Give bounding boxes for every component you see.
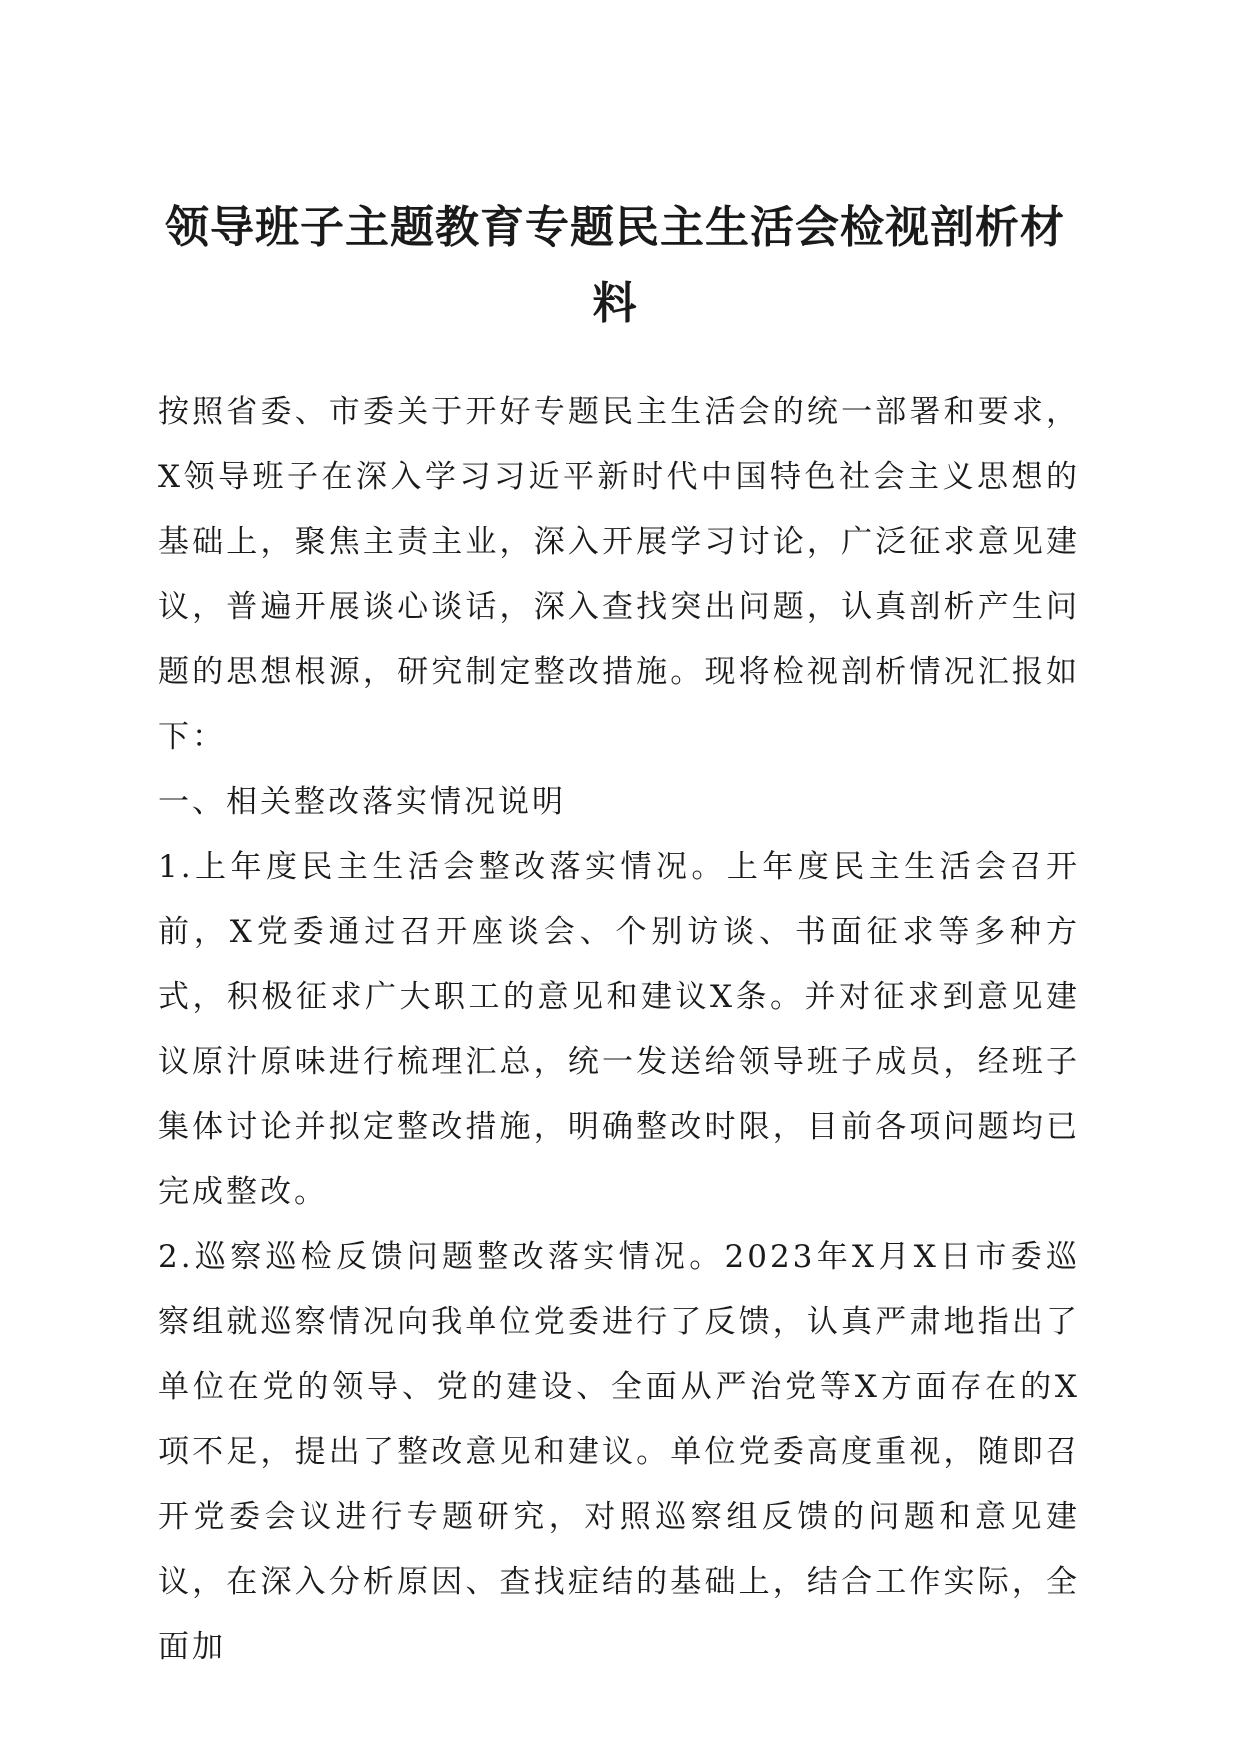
- document-body: [158, 380, 1080, 1680]
- document-title: 领导班子主题教育专题民主生活会检视剖析材料: [165, 202, 1065, 329]
- section-heading: 一、相关整改落实情况说明: [158, 784, 566, 820]
- intro-paragraph: 按照省委、市委关于开好专题民主生活会的统一部署和要求，X领导班子在深入学习习近平新时代中国特色社会主义思想的基础上，聚焦主责主业，深入开展学习讨论，广泛征求意见建议，普遍开展谈心谈话，深入查找突出问题，认真剖析产生问题的思想根源，研究制定整改措施。现将检视剖析情况汇报如下：: [158, 394, 1080, 755]
- item-paragraph-2: 2.巡察巡检反馈问题整改落实情况。2023年X月X日市委巡察组就巡察情况向我单位党委进行了反馈，认真严肃地指出了单位在党的领导、党的建设、全面从严治党等X方面存在的X项不足，提出了整改意见和建议。单位党委高度重视，随即召开党委会议进行专题研究，对照巡察组反馈的问题和意见建议，在深入分析原因、查找症结的基础上，结合工作实际，全面加: [158, 1239, 1080, 1665]
- item-paragraph-1: 1.上年度民主生活会整改落实情况。上年度民主生活会召开前，X党委通过召开座谈会、个别访谈、书面征求等多种方式，积极征求广大职工的意见和建议X条。并对征求到意见建议原汁原味进行梳理汇总，统一发送给领导班子成员，经班子集体讨论并拟定整改措施，明确整改时限，目前各项问题均已完成整改。: [158, 849, 1080, 1210]
